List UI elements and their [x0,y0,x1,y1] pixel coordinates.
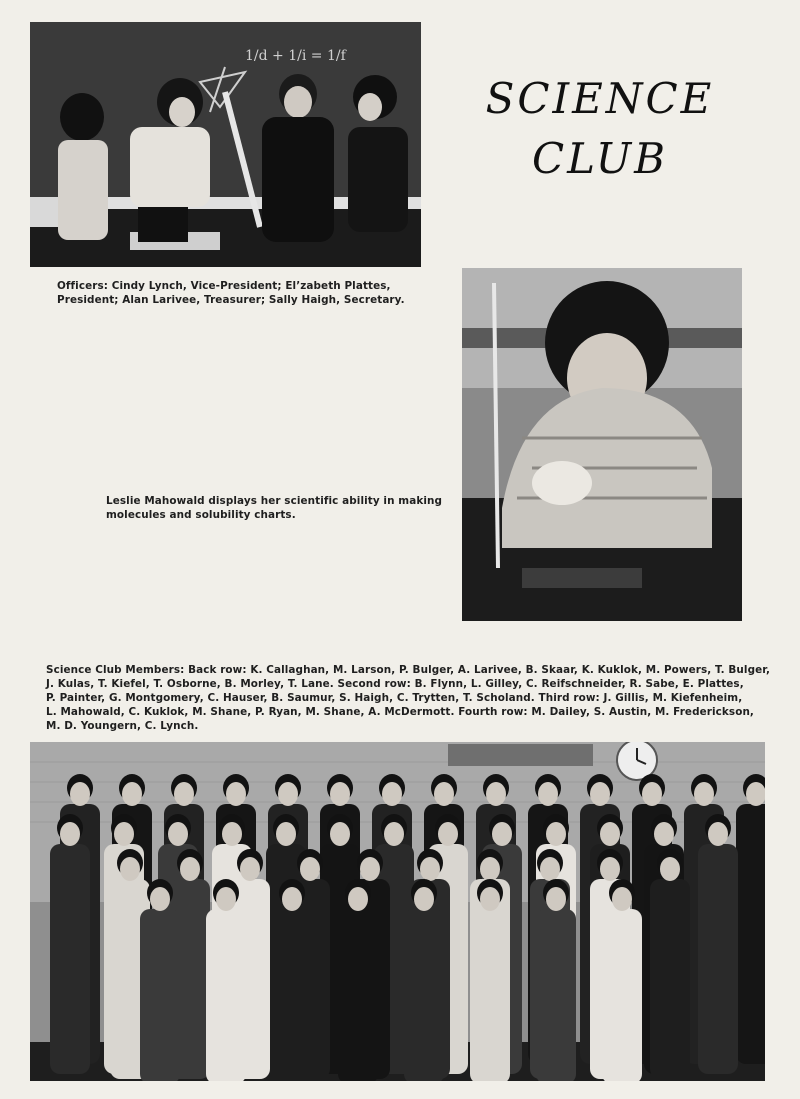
person-face [486,782,506,806]
person-face [600,822,620,846]
person-body [404,909,444,1081]
leslie-photo [462,268,742,621]
person-face [70,782,90,806]
person-body [650,879,690,1079]
person-face [382,782,402,806]
person-face [642,782,662,806]
person-face [492,822,512,846]
person-body [338,909,378,1081]
officers-caption-line1: Officers: Cindy Lynch, Vice-President; El’zabeth Plattes, [57,280,391,292]
person-face [434,782,454,806]
person-face [612,887,632,911]
person-face [384,822,404,846]
person-face [180,857,200,881]
members-caption-line1: Science Club Members: Back row: K. Callaghan, M. Larson, P. Bulger, A. Larivee, B. Skaar, K. Kuklok, M. Powers, T. Bulger, [46,664,771,676]
person-body [536,909,576,1081]
person-face [282,887,302,911]
leslie-caption-line2: molecules and solubility charts. [106,509,296,521]
page-title-line2: CLUB [532,134,668,183]
members-caption-line4: L. Mahowald, C. Kuklok, M. Shane, P. Ryan, M. Shane, A. McDermott. Fourth row: M. Dailey, S. Austin, M. Frederickson, [46,706,754,718]
person-face [168,822,188,846]
person-face [240,857,260,881]
person-body [736,804,765,1064]
person-face [222,822,242,846]
person-face [360,857,380,881]
person-face [438,822,458,846]
person-face [330,782,350,806]
leslie-caption-line1: Leslie Mahowald displays her scientific ability in making [106,495,443,507]
person-face [330,822,350,846]
person-face [708,822,728,846]
person-face [278,782,298,806]
members-caption-line5: M. D. Youngern, C. Lynch. [46,720,199,732]
person-body [602,909,642,1081]
person-body [272,909,312,1081]
person-face [348,887,368,911]
person-body [206,909,246,1081]
person-body [50,844,90,1074]
person-face [300,857,320,881]
officers-caption-line2: President; Alan Larivee, Treasurer; Sally Haigh, Secretary. [57,294,405,306]
person-face [590,782,610,806]
group-photo [30,742,765,1081]
svg-text:1/d + 1/i = 1/f: 1/d + 1/i = 1/f [245,48,346,64]
person-face [480,887,500,911]
person-face [420,857,440,881]
person-face [150,887,170,911]
person-face [114,822,134,846]
person-face [216,887,236,911]
officers-photo [30,22,421,267]
members-caption [46,663,781,733]
person-face [414,887,434,911]
person-face [174,782,194,806]
person-face [122,782,142,806]
person-face [120,857,140,881]
person-face [538,782,558,806]
members-caption-line2: J. Kulas, T. Kiefel, T. Osborne, B. Morley, T. Lane. Second row: B. Flynn, L. Gilley, C. Reifschneider, R. Sabe, E. Plattes, [46,678,744,690]
person-body [698,844,738,1074]
person-face [694,782,714,806]
person-body [140,909,180,1081]
page-title-line1: SCIENCE [485,74,715,123]
person-face [540,857,560,881]
person-face [226,782,246,806]
person-face [654,822,674,846]
leslie-caption [106,494,451,522]
person-face [546,822,566,846]
person-face [660,857,680,881]
person-face [60,822,80,846]
person-face [546,887,566,911]
members-caption-line3: P. Painter, G. Montgomery, C. Hauser, B. Saumur, S. Haigh, C. Trytten, T. Scholand. Third row: J. Gillis, M. Kiefenheim, [46,692,743,704]
person-body [470,909,510,1081]
person-face [480,857,500,881]
officers-caption [57,279,417,307]
person-face [600,857,620,881]
person-face [276,822,296,846]
